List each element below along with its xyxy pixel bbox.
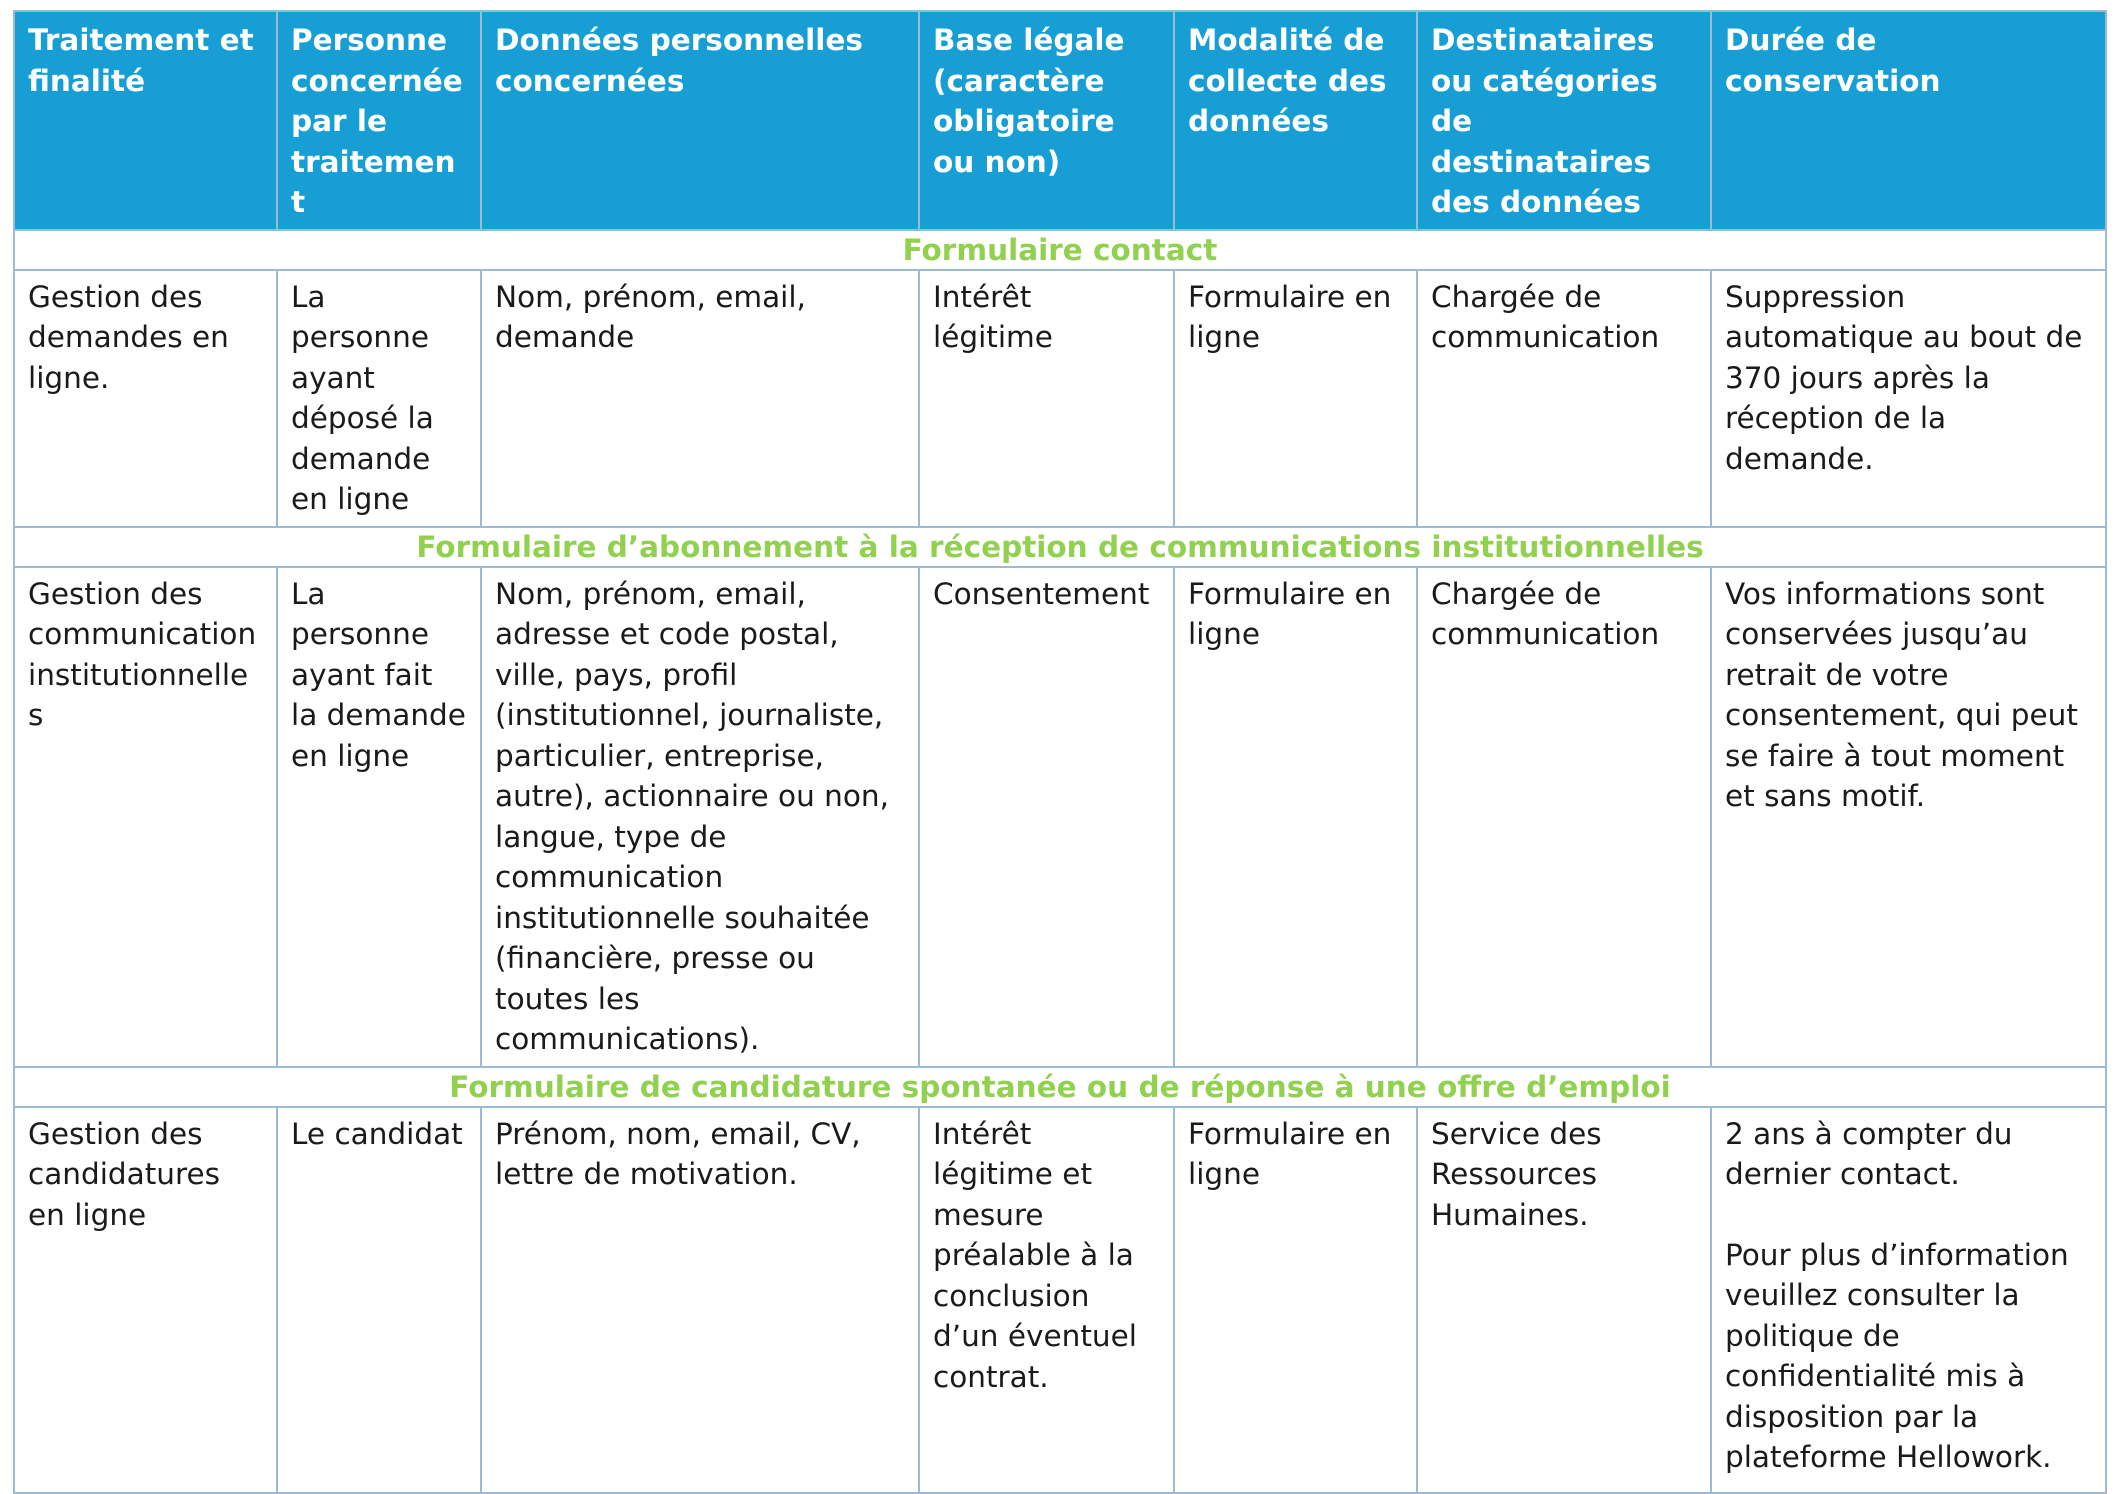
cell-traitement: Gestion des candidatures en ligne xyxy=(14,1107,277,1493)
cell-destinataires: Chargée de communication xyxy=(1417,567,1711,1067)
section-heading-row xyxy=(14,230,2106,270)
cell-duree: Vos informations sont conservées jusqu’au retrait de votre consentement, qui peut se faire à tout moment et sans motif. xyxy=(1711,567,2106,1067)
cell-donnees: Nom, prénom, email, adresse et code postal, ville, pays, profil (institutionnel, journaliste, particulier, entreprise, autre), actionnaire ou non, langue, type de communication institutionnelle souhaitée (financière, presse ou toutes les communications). xyxy=(481,567,919,1067)
cell-base-legale: Intérêt légitime xyxy=(919,270,1174,527)
cell-personne: La personne ayant fait la demande en ligne xyxy=(277,567,481,1067)
header-modalite: Modalité de collecte des données xyxy=(1174,11,1417,230)
cell-modalite: Formulaire en ligne xyxy=(1174,270,1417,527)
cell-personne: Le candidat xyxy=(277,1107,481,1493)
duree-text: 2 ans à compter du dernier contact. xyxy=(1725,1116,2013,1191)
cell-base-legale: Intérêt légitime et mesure préalable à la conclusion d’un éventuel contrat. xyxy=(919,1107,1174,1493)
cell-traitement: Gestion des demandes en ligne. xyxy=(14,270,277,527)
header-base-legale: Base légale (caractère obligatoire ou non) xyxy=(919,11,1174,230)
cell-duree: Suppression automatique au bout de 370 jours après la réception de la demande. xyxy=(1711,270,2106,527)
cell-personne: La personne ayant déposé la demande en ligne xyxy=(277,270,481,527)
header-donnees: Données personnelles concernées xyxy=(481,11,919,230)
cell-modalite: Formulaire en ligne xyxy=(1174,1107,1417,1493)
section-heading-row xyxy=(14,1067,2106,1107)
data-processing-table xyxy=(13,10,2107,1494)
cell-duree xyxy=(1711,1107,2106,1493)
cell-destinataires: Chargée de communication xyxy=(1417,270,1711,527)
header-personne: Personne concernée par le traitement xyxy=(277,11,481,230)
cell-traitement: Gestion des communication institutionnelles xyxy=(14,567,277,1067)
section-title: Formulaire contact xyxy=(14,230,2106,270)
section-title: Formulaire d’abonnement à la réception de communications institutionnelles xyxy=(14,527,2106,567)
section-heading-row xyxy=(14,527,2106,567)
section-title: Formulaire de candidature spontanée ou de réponse à une offre d’emploi xyxy=(14,1067,2106,1107)
cell-donnees: Prénom, nom, email, CV, lettre de motivation. xyxy=(481,1107,919,1493)
header-row xyxy=(14,11,2106,230)
cell-modalite: Formulaire en ligne xyxy=(1174,567,1417,1067)
cell-destinataires: Service des Ressources Humaines. xyxy=(1417,1107,1711,1493)
table-row xyxy=(14,1107,2106,1493)
table-row xyxy=(14,567,2106,1067)
cell-base-legale: Consentement xyxy=(919,567,1174,1067)
processing-register xyxy=(13,10,2105,1494)
header-destinataires: Destinataires ou catégories de destinataires des données xyxy=(1417,11,1711,230)
duree-extra-text: Pour plus d’information veuillez consulter la politique de confidentialité mis à disposition par la plateforme Hellowork. xyxy=(1725,1237,2069,1474)
paragraph-gap xyxy=(1725,1195,2092,1235)
cell-donnees: Nom, prénom, email, demande xyxy=(481,270,919,527)
table-row xyxy=(14,270,2106,527)
header-traitement: Traitement et finalité xyxy=(14,11,277,230)
header-duree: Durée de conservation xyxy=(1711,11,2106,230)
